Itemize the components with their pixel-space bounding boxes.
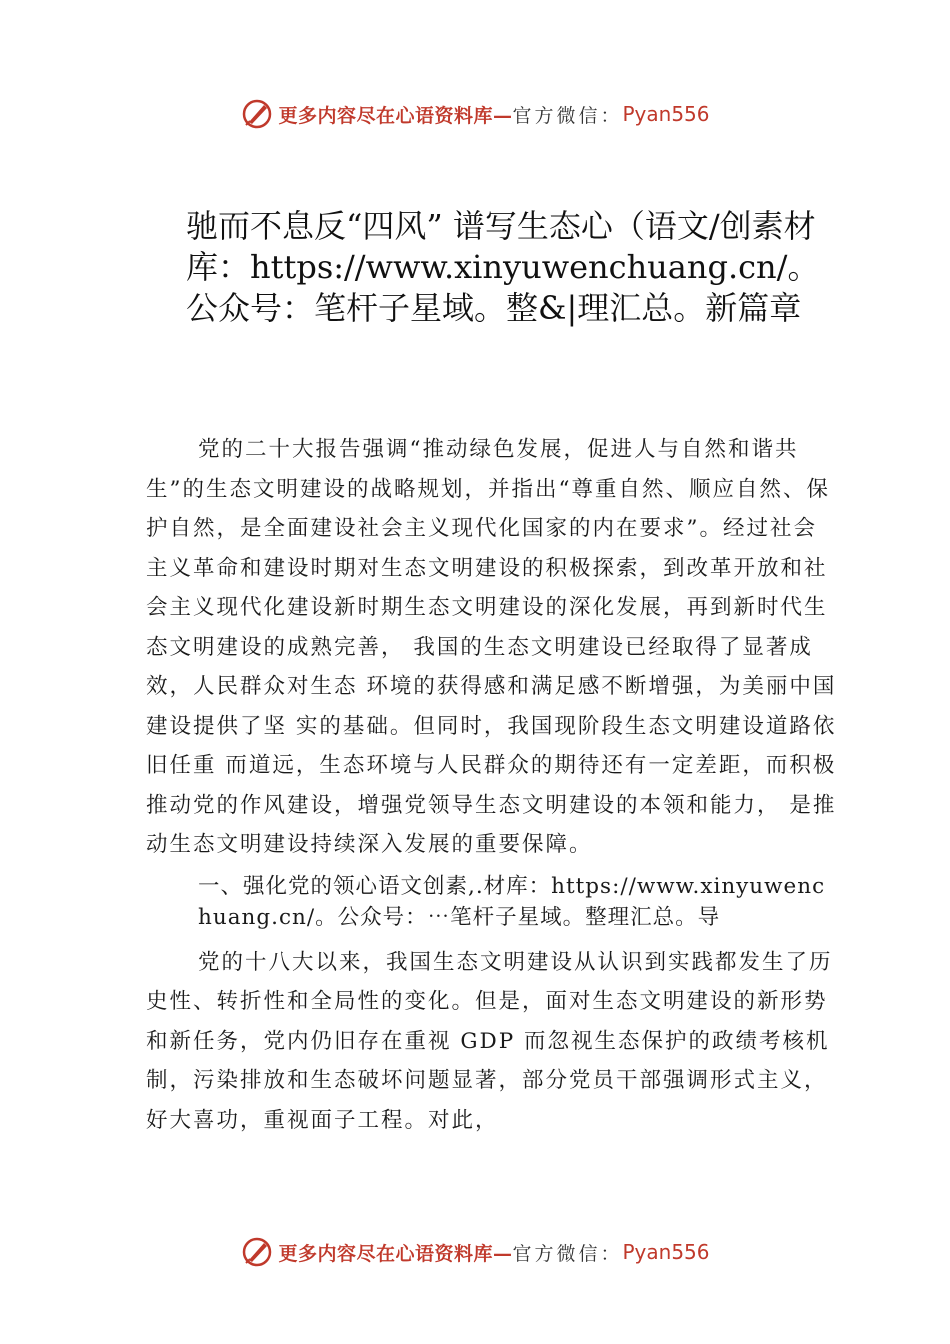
document-body xyxy=(146,430,838,1140)
paragraph-section-one: 党的十八大以来，我国生态文明建设从认识到实践都发生了历史性、转折性和全局性的变化。但是，面对生态文明建设的新形势和新任务，党内仍旧存在重视 GDP 而忽视生态保护的政绩考核机制，污染排放和生态破坏问题显著，部分党员干部强调形式主义，好大喜功，重视面子工程。对此， xyxy=(146,949,833,1133)
banner-text: 更多内容尽在心语资料库— xyxy=(278,1242,513,1265)
document-title: 驰而不息反“四风” 谱写生态心（语文/创素材库：https://www.xinyuwenchuang.cn/。公众号：笔杆子星域。整&|理汇总。新篇章 xyxy=(186,207,820,327)
quill-logo-icon xyxy=(240,97,274,131)
quill-logo-icon xyxy=(240,1235,274,1269)
wechat-id: Pyan556 xyxy=(622,1240,710,1264)
footer-banner xyxy=(0,1232,950,1272)
banner-text: 更多内容尽在心语资料库— xyxy=(278,104,513,127)
wechat-label: 官方微信： xyxy=(512,104,623,127)
wechat-id: Pyan556 xyxy=(622,102,710,126)
section-heading: 一、强化党的领心语文创素,.材库：https://www.xinyuwenchuang.cn/。公众号：⋯笔杆子星域。整理汇总。导 xyxy=(198,873,826,930)
header-banner xyxy=(0,94,950,134)
wechat-label: 官方微信： xyxy=(512,1242,623,1265)
paragraph-intro: 党的二十大报告强调“推动绿色发展，促进人与自然和谐共生”的生态文明建设的战略规划，并指出“尊重自然、顺应自然、保护自然，是全面建设社会主义现代化国家的内在要求”。经过社会主义革命和建设时期对生态文明建设的积极探索，到改革开放和社会主义现代化建设新时期生态文明建设的深化发展，再到新时代生态文明建设的成熟完善， 我国的生态文明建设已经取得了显著成效，人民群众对生态 环境的获得感和满足感不断增强，为美丽中国建设提供了坚 实的基础。但同时，我国现阶段生态文明建设道路依旧任重 而道远，生态环境与人民群众的期待还有一定差距，而积极 推动党的作风建设，增强党领导生态文明建设的本领和能力， 是推动生态文明建设持续深入发展的重要保障。 xyxy=(146,437,837,857)
